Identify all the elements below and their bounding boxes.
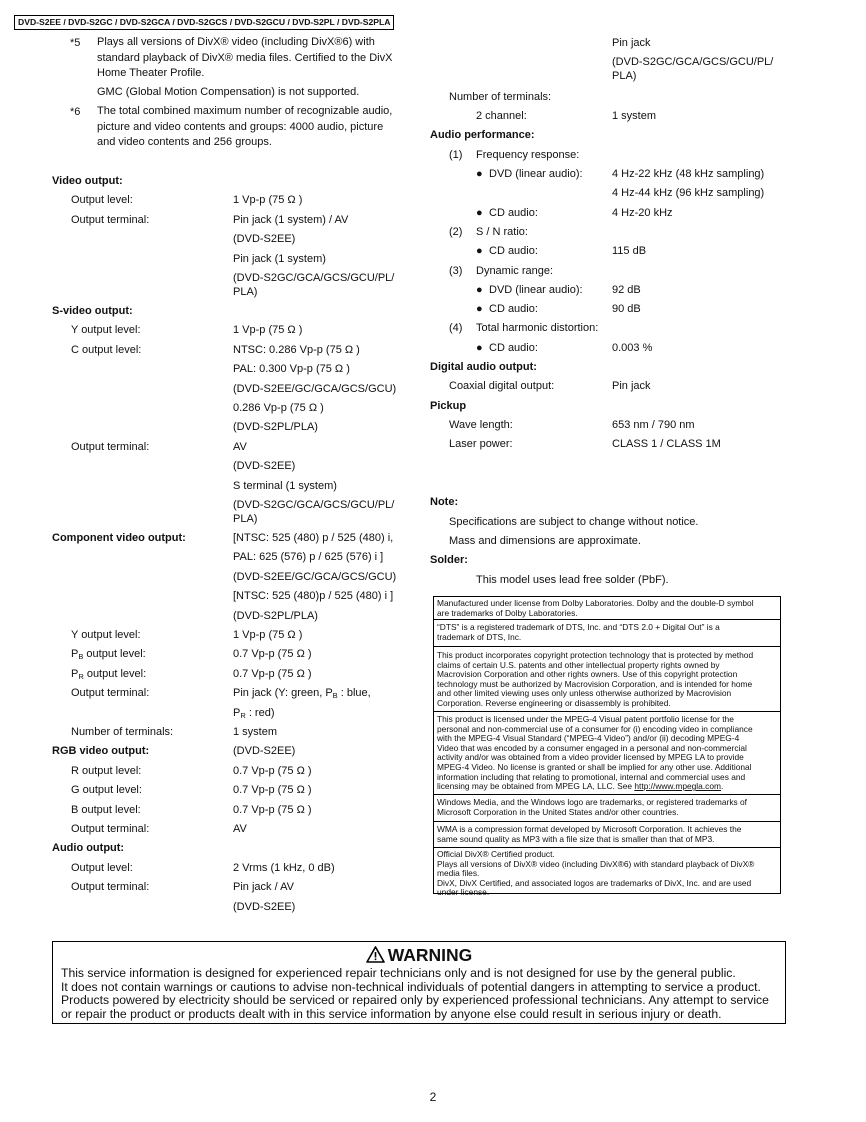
divx-notice (437, 850, 777, 898)
spec-label: Y output level: (71, 324, 141, 337)
section-heading: S-video output: (52, 305, 133, 317)
spec-value: 1 Vp-p (75 Ω ) (233, 629, 303, 641)
spec-label: CD audio: (489, 342, 538, 354)
spec-value: 1 Vp-p (75 Ω ) (233, 324, 303, 337)
spec-label: Output level: (71, 861, 133, 874)
spec-label: DVD (linear audio): (489, 284, 583, 296)
footnote-6-line: picture and video contents and groups: 4000 audio, picture (97, 120, 384, 133)
section-heading: Component video output: (52, 532, 186, 544)
notice-line: same sound quality as MP3 with a file size that is smaller than that of MP3. (437, 833, 715, 844)
spec-label (71, 667, 146, 682)
spec-value: AV (233, 823, 247, 835)
footnote-6-line: The total combined maximum number of recognizable audio, (97, 105, 393, 117)
spec-value: 4 Hz-22 kHz (48 kHz sampling) (612, 168, 765, 180)
footnote-5-line: standard playback of DivX® media files. Certified to the DivX (97, 51, 393, 64)
windows-media-notice (437, 798, 777, 817)
note-heading: Note: (430, 496, 459, 508)
notice-line (437, 782, 777, 792)
notice-line: information including that relating to promotional, internal and commercial uses and (437, 771, 746, 782)
page-number: 2 (429, 1090, 437, 1104)
note-text: Mass and dimensions are approximate. (449, 535, 641, 547)
trademark-notice-box (433, 596, 781, 898)
notice-line: This product is licensed under the MPEG-4 Visual patent portfolio license for the (437, 714, 734, 724)
notice-line: WMA is a compression format developed by Microsoft Corporation. It achieves the (437, 824, 742, 834)
notice-line: and other limited viewing uses only unless otherwise authorized by Macrovision (437, 688, 732, 699)
spec-label: G output level: (71, 784, 142, 797)
spec-value: (DVD-S2EE) (233, 233, 296, 246)
spec-value: (DVD-S2EE) (233, 745, 296, 758)
value-text: P (233, 706, 241, 719)
divider (434, 847, 780, 848)
spec-label (71, 647, 146, 662)
spec-value: (DVD-S2PL/PLA) (233, 421, 318, 434)
notice-line: Macrovision Corporation and other rights owners. Use of this copyright protection (437, 669, 738, 680)
spec-value: 0.7 Vp-p (75 Ω ) (233, 784, 312, 797)
spec-value: 4 Hz-44 kHz (96 kHz sampling) (612, 187, 765, 199)
notice-line: media files. (437, 868, 480, 879)
model-header: DVD-S2EE / DVD-S2GC / DVD-S2GCA / DVD-S2GCS / DVD-S2GCU / DVD-S2PL / DVD-S2PLA (14, 15, 394, 30)
spec-label: DVD (linear audio): (489, 168, 583, 180)
spec-value: Pin jack (612, 37, 651, 49)
label-text: output level: (83, 648, 146, 661)
item-number: (2) (449, 226, 463, 238)
spec-value: PAL: 625 (576) p / 625 (576) i ] (233, 551, 384, 564)
label-text: output level: (83, 667, 147, 680)
solder-heading: Solder: (430, 554, 468, 566)
spec-label: Output level: (71, 194, 133, 207)
subscript: R (240, 710, 246, 720)
spec-value: 653 nm / 790 nm (612, 419, 695, 431)
spec-value: (DVD-S2GC/GCA/GCS/GCU/PL/ (233, 272, 395, 284)
spec-value (233, 706, 275, 721)
spec-label: B output level: (71, 803, 141, 816)
value-text: : blue, (337, 687, 371, 700)
notice-line: MPEG-4 Video. No license is granted or shall be implied for any other use. Additional (437, 761, 752, 772)
bullet-icon: ● (476, 284, 483, 296)
warning-line: This service information is designed for experienced repair technicians only and is not designed for use by the general public. (61, 966, 736, 980)
spec-value: 0.003 % (612, 342, 653, 354)
notice-line: Plays all versions of DivX® video (including DivX®6) with standard playback of DivX® (437, 858, 755, 869)
footnote-5-mark: *5 (70, 37, 81, 49)
spec-value: 1 system (612, 110, 657, 122)
spec-value: 0.286 Vp-p (75 Ω ) (233, 402, 324, 414)
spec-value: 0.7 Vp-p (75 Ω ) (233, 667, 312, 680)
spec-value: (DVD-S2GC/GCA/GCS/GCU/PL/ (233, 499, 395, 511)
notice-line: Manufactured under license from Dolby Laboratories. Dolby and the double-D symbol (437, 598, 754, 608)
spec-label: Number of terminals: (71, 726, 174, 738)
notice-line: under license. (437, 887, 490, 898)
notice-line: Video that was encoded by a consumer engaged in a personal and non-commercial (437, 742, 747, 753)
notice-line: DivX, DivX Certified, and associated logos are trademarks of DivX, Inc. and are used (437, 877, 752, 888)
spec-value: 0.7 Vp-p (75 Ω ) (233, 803, 312, 816)
section-heading: Audio performance: (430, 129, 535, 141)
spec-value: 0.7 Vp-p (75 Ω ) (233, 764, 312, 777)
mpeg4-notice (437, 715, 777, 792)
item-number: (4) (449, 322, 463, 334)
spec-label: Coaxial digital output: (449, 380, 555, 392)
spec-label: Output terminal: (71, 687, 150, 700)
spec-value: S terminal (1 system) (233, 479, 337, 492)
spec-value: Pin jack / AV (233, 881, 294, 894)
dolby-notice (437, 599, 777, 618)
subscript: B (78, 652, 84, 662)
spec-label: Y output level: (71, 629, 141, 641)
spec-label: S / N ratio: (476, 226, 528, 238)
spec-value: (DVD-S2PL/PLA) (233, 609, 318, 622)
warning-title (53, 944, 785, 966)
divider (434, 711, 780, 712)
notice-line: with the MPEG-4 Visual Standard (“MPEG-4 Video”) and/or (ii) decoding MPEG-4 (437, 733, 740, 744)
bullet-icon: ● (476, 342, 483, 354)
spec-label: Output terminal: (71, 823, 150, 835)
spec-label: CD audio: (489, 245, 538, 257)
footnote-5-text (97, 35, 392, 82)
spec-label: R output level: (71, 764, 142, 777)
spec-value: (DVD-S2EE) (233, 900, 296, 913)
warning-box (52, 941, 786, 1024)
divider (434, 646, 780, 647)
spec-label: Output terminal: (71, 440, 150, 453)
bullet-icon: ● (476, 303, 483, 315)
spec-label: Frequency response: (476, 149, 580, 161)
spec-value: 0.7 Vp-p (75 Ω ) (233, 648, 312, 661)
spec-value: Pin jack (1 system) / AV (233, 213, 349, 226)
label-text: P (71, 648, 79, 661)
notice-line: claims of certain U.S. patents and other intellectual property rights owned by (437, 659, 720, 670)
warning-line: or repair the product or products dealt with in this service information by anyone else could result in serious injury or death. (61, 1006, 722, 1021)
value-text: Pin jack (Y: green, P (233, 687, 333, 700)
spec-value: 92 dB (612, 284, 641, 296)
spec-label: Output terminal: (71, 213, 150, 226)
spec-value: CLASS 1 / CLASS 1M (612, 438, 721, 450)
notice-line: personal and non-commercial use of a consumer for (i) encoding video in compliance (437, 723, 753, 734)
section-heading: RGB video output: (52, 745, 150, 758)
footnote-5-gmc: GMC (Global Motion Compensation) is not supported. (97, 86, 360, 98)
spec-value: PAL: 0.300 Vp-p (75 Ω ) (233, 363, 350, 376)
subscript: R (78, 671, 84, 681)
item-number: (1) (449, 149, 463, 161)
notice-line: Windows Media, and the Windows logo are trademarks, or registered trademarks of (437, 797, 748, 807)
wma-notice (437, 825, 777, 844)
spec-value: [NTSC: 525 (480) p / 525 (480) i, (233, 532, 394, 544)
spec-value: 115 dB (612, 245, 647, 257)
item-number: (3) (449, 265, 463, 277)
divider (434, 794, 780, 795)
footnote-5-line: Plays all versions of DivX® video (including DivX®6) with (97, 36, 375, 48)
solder-text: This model uses lead free solder (PbF). (476, 574, 669, 586)
footnote-6-text (97, 104, 392, 151)
mpegla-link[interactable]: http://www.mpegla.com (634, 781, 721, 792)
spec-value: 1 system (233, 726, 278, 738)
notice-line: trademark of DTS, Inc. (437, 631, 522, 642)
spec-value: AV (233, 440, 247, 453)
warning-text (61, 967, 779, 1021)
spec-value (233, 686, 371, 701)
bullet-icon: ● (476, 245, 483, 257)
section-heading: Video output: (52, 175, 123, 187)
spec-value: NTSC: 0.286 Vp-p (75 Ω ) (233, 343, 360, 356)
spec-label: Total harmonic distortion: (476, 322, 599, 334)
spec-value: (DVD-S2EE/GC/GCA/GCS/GCU) (233, 570, 397, 583)
notice-line: “DTS” is a registered trademark of DTS, Inc. and “DTS 2.0 + Digital Out” is a (437, 622, 720, 632)
spec-label: 2 channel: (476, 110, 527, 122)
spec-label: CD audio: (489, 207, 538, 219)
spec-value: 4 Hz-20 kHz (612, 207, 673, 219)
warning-line: Products powered by electricity should be serviced or repaired only by experienced professional technicians. Any attempt to service (61, 993, 769, 1008)
divider (434, 619, 780, 620)
spec-value: PLA) (233, 513, 258, 525)
section-heading: Pickup (430, 400, 467, 412)
macrovision-notice (437, 651, 777, 709)
footnote-5-line: Home Theater Profile. (97, 67, 205, 79)
warning-line: It does not contain warnings or cautions to advise non-technical individuals of potential dangers in attempting to service a product. (61, 979, 761, 994)
spec-value: PLA) (233, 286, 258, 298)
warning-triangle-icon (366, 946, 385, 963)
spec-label: C output level: (71, 343, 142, 356)
subscript: B (332, 691, 338, 701)
warning-title-text: WARNING (387, 945, 473, 965)
dts-notice (437, 623, 777, 642)
divider (434, 821, 780, 822)
spec-value: Pin jack (1 system) (233, 252, 326, 265)
note-text: Specifications are subject to change without notice. (449, 516, 699, 528)
notice-line: Official DivX® Certified product. (437, 849, 555, 859)
spec-label: Dynamic range: (476, 265, 554, 277)
spec-value: 2 Vrms (1 kHz, 0 dB) (233, 861, 335, 874)
notice-line: technology must be authorized by Macrovision Corporation, and is intended for home (437, 678, 753, 689)
notice-text: licensing may be obtained from MPEG LA, LLC. See (437, 781, 635, 792)
notice-line: Microsoft Corporation in the United States and/or other countries. (437, 806, 679, 817)
spec-label: Wave length: (449, 419, 513, 431)
spec-label: Output terminal: (71, 881, 150, 894)
spec-value: (DVD-S2GC/GCA/GCS/GCU/PL/ (612, 56, 774, 68)
spec-value: 1 Vp-p (75 Ω ) (233, 194, 303, 207)
footnote-6-line: and video contents and 256 groups. (97, 136, 272, 148)
footnote-6-mark: *6 (70, 106, 81, 118)
notice-line: Corporation. Reverse engineering or disassembly is prohibited. (437, 697, 671, 708)
notice-line: are trademarks of Dolby Laboratories. (437, 607, 578, 618)
spec-value: (DVD-S2EE) (233, 460, 296, 473)
section-heading: Audio output: (52, 842, 125, 855)
spec-label: CD audio: (489, 303, 538, 315)
notice-text: . (720, 781, 724, 792)
spec-value: 90 dB (612, 303, 641, 315)
spec-label: Laser power: (449, 438, 513, 450)
bullet-icon: ● (476, 168, 483, 180)
section-heading: Digital audio output: (430, 361, 537, 373)
spec-value: [NTSC: 525 (480)p / 525 (480) i ] (233, 590, 394, 603)
spec-value: (DVD-S2EE/GC/GCA/GCS/GCU) (233, 382, 397, 395)
spec-value: PLA) (612, 70, 637, 82)
bullet-icon: ● (476, 207, 483, 219)
notice-line: This product incorporates copyright protection technology that is protected by method (437, 650, 754, 660)
label-text: P (71, 667, 79, 680)
spec-value: Pin jack (612, 380, 651, 392)
spec-label: Number of terminals: (449, 91, 552, 103)
notice-line: activity and/or was obtained from a video provider licensed by MPEG LA to provide (437, 752, 744, 763)
value-text: : red) (245, 706, 275, 719)
